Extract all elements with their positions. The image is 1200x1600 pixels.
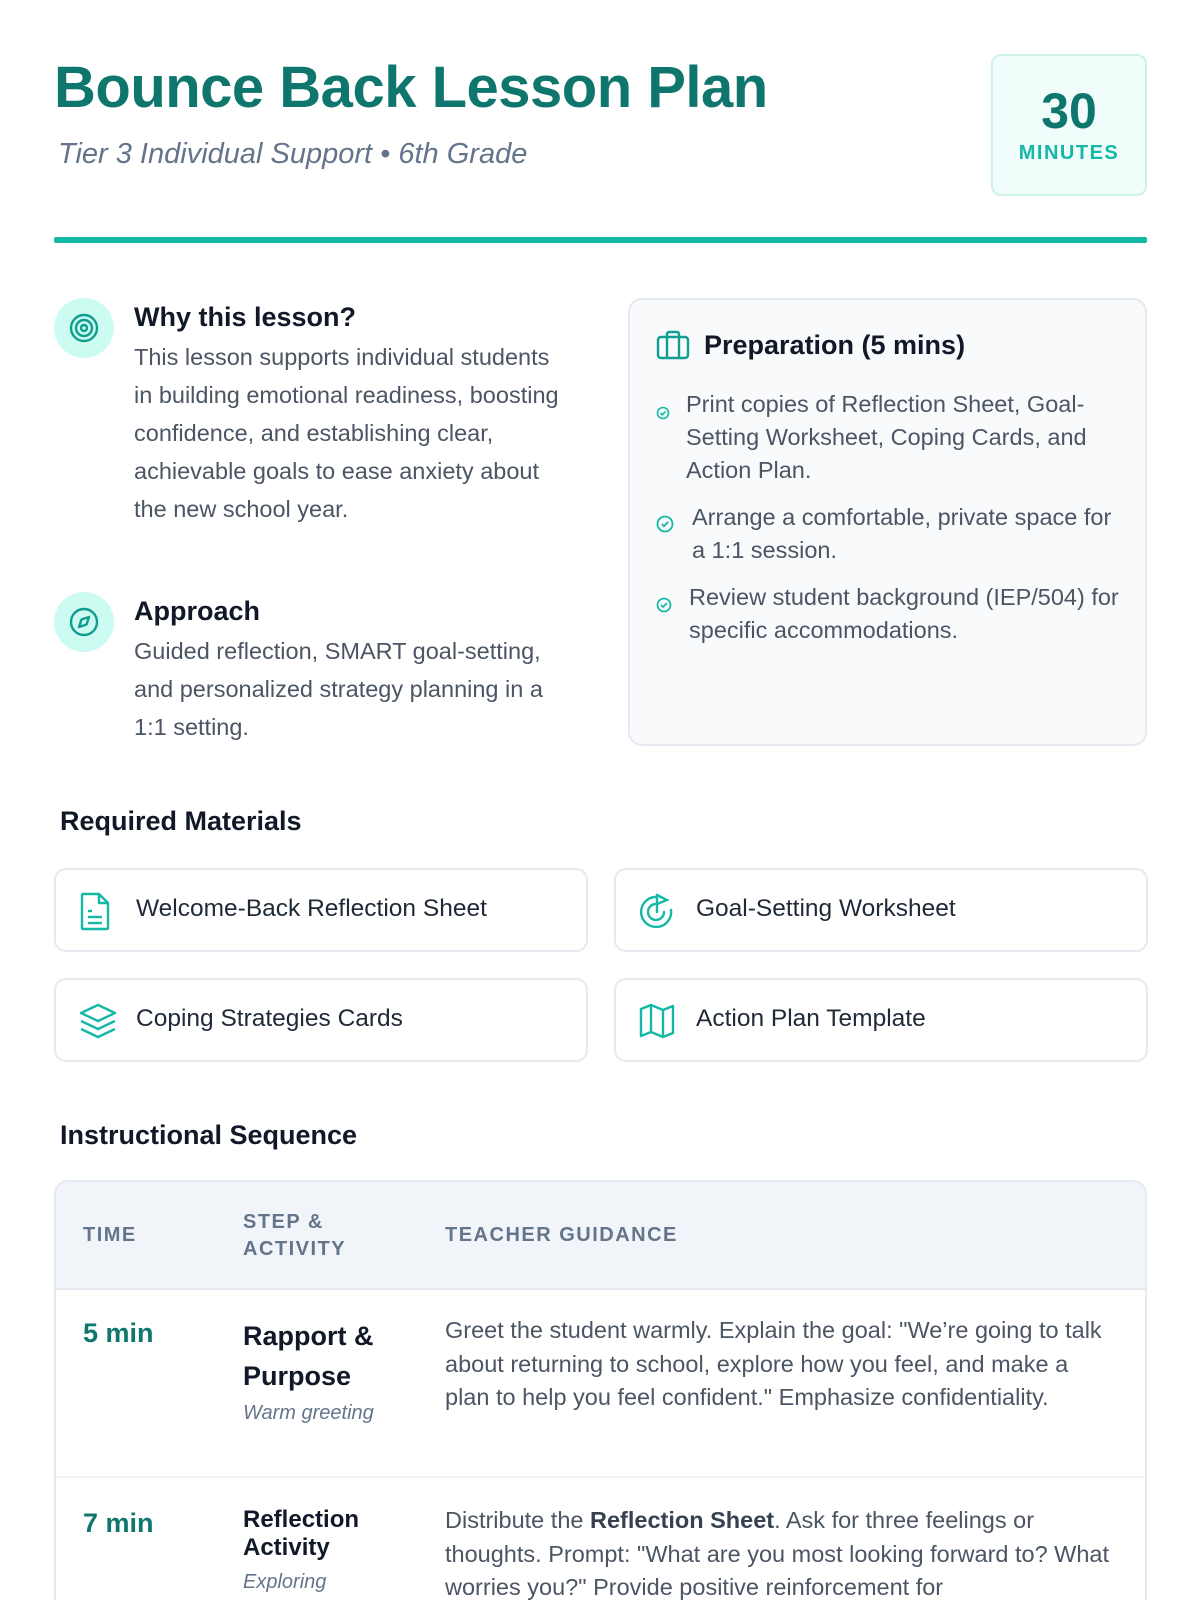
approach-section [54,592,584,752]
list-item [656,581,1126,647]
layers-icon [78,1001,118,1046]
lesson-header [54,52,1147,202]
duration-unit: MINUTES [1018,142,1120,164]
why-body: This lesson supports individual students in building emotional readiness, boosting confidence, and establishing clear, achievable goals to ease anxiety about the new school year. [134,344,559,522]
target-icon [54,298,114,358]
column-header-guidance: TEACHER GUIDANCE [445,1224,678,1246]
page-subtitle: Tier 3 Individual Support • 6th Grade [58,138,528,170]
approach-title: Approach [134,596,261,626]
row-guidance [445,1504,1110,1600]
material-card-goal-worksheet [614,868,1148,952]
goal-icon [638,891,676,936]
table-row [56,1290,1145,1478]
row-step-subtitle: Exploring [243,1571,327,1593]
guidance-emphasis: Reflection Sheet [589,1507,775,1533]
preparation-list [656,388,1126,661]
list-item [656,388,1126,487]
guidance-text: Distribute the [445,1507,590,1533]
row-step: Rapport & Purpose [243,1321,374,1391]
compass-icon [54,592,114,652]
preparation-title: Preparation (5 mins) [704,330,966,360]
sequence-heading: Instructional Sequence [60,1120,358,1150]
check-circle-icon [656,509,674,542]
briefcase-icon [656,330,690,365]
map-icon [638,1001,676,1046]
row-step-subtitle: Warm greeting [243,1402,374,1424]
row-step: Reflection Activity [243,1506,360,1561]
material-label: Coping Strategies Cards [136,1005,403,1032]
guidance-text: . Ask for three feelings or thoughts. Prompt: "What are you most looking forward to? What worries you?" Provide positive reinforcement for [445,1507,1110,1600]
sequence-table [54,1180,1147,1600]
document-icon [78,891,112,936]
preparation-item-text: Review student background (IEP/504) for specific accommodations. [689,584,1119,643]
material-label: Goal-Setting Worksheet [696,895,956,922]
page-title: Bounce Back Lesson Plan [54,55,768,120]
column-header-step-line: STEP & [243,1211,324,1233]
material-card-coping-cards [54,978,588,1062]
why-section [54,298,584,568]
check-circle-icon [656,396,670,429]
duration-badge [991,54,1147,196]
list-item [656,501,1126,567]
why-title: Why this lesson? [134,302,357,332]
material-card-action-plan [614,978,1148,1062]
column-header-time: TIME [83,1224,137,1246]
table-header [56,1182,1145,1290]
column-header-step [243,1209,346,1263]
duration-value: 30 [1041,83,1097,139]
row-time: 7 min [83,1508,154,1538]
row-time: 5 min [83,1318,154,1348]
materials-heading: Required Materials [60,806,302,836]
check-circle-icon [656,589,672,622]
approach-body: Guided reflection, SMART goal-setting, and personalized strategy planning in a 1:1 setting. [134,638,543,740]
preparation-panel [628,298,1147,746]
row-guidance: Greet the student warmly. Explain the goal: "We’re going to talk about returning to school, explore how you feel, and make a plan to help you feel confident." Emphasize confidentiality. [445,1317,1102,1410]
column-header-step-line: ACTIVITY [243,1238,347,1260]
preparation-item-text: Arrange a comfortable, private space for a 1:1 session. [692,504,1112,563]
material-label: Action Plan Template [696,1005,926,1032]
preparation-item-text: Print copies of Reflection Sheet, Goal-Setting Worksheet, Coping Cards, and Action Plan. [686,391,1087,483]
table-row [56,1478,1145,1600]
material-label: Welcome-Back Reflection Sheet [136,895,487,922]
header-divider [54,237,1147,243]
material-card-reflection-sheet [54,868,588,952]
